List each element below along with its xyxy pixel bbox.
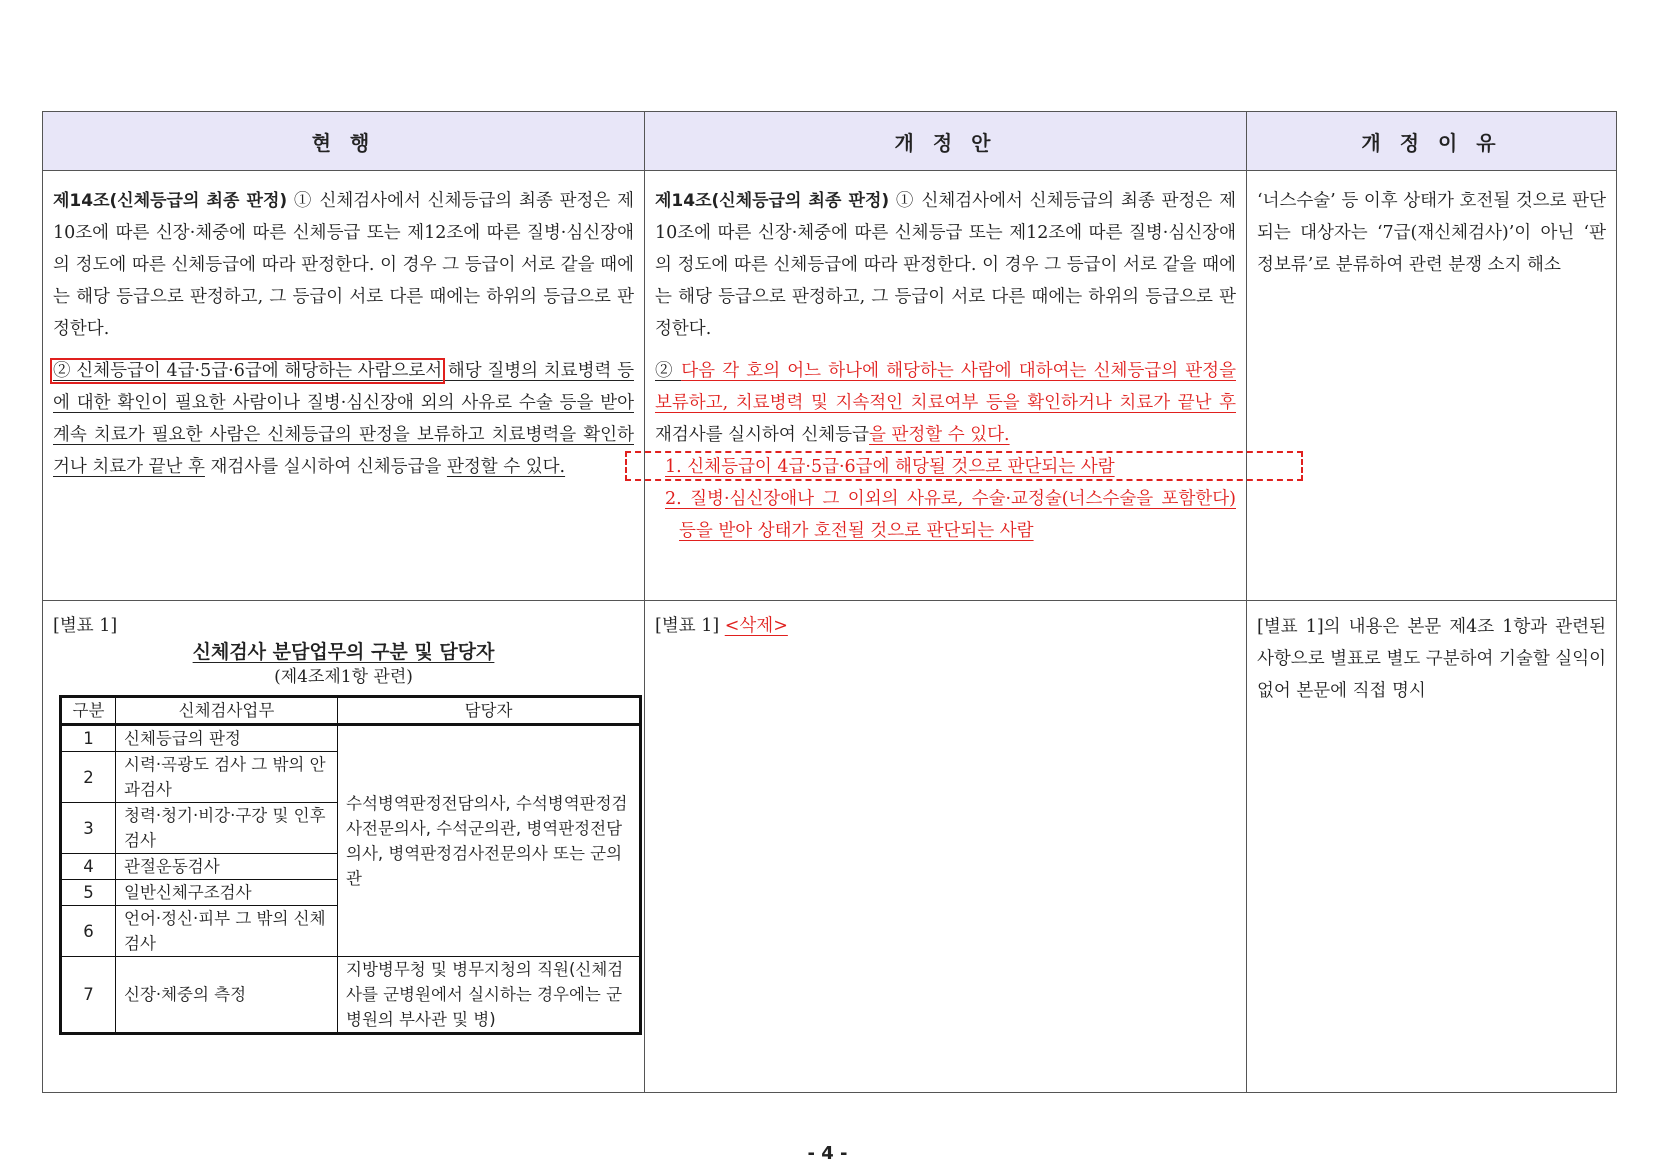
article-title: 제14조(신체등급의 최종 판정) xyxy=(655,191,890,211)
table-row: 6 언어·정신·피부 그 밖의 신체검사 xyxy=(61,906,641,957)
annex-title: 신체검사 분담업무의 구분 및 담당자 xyxy=(192,641,495,663)
deleted-marker: <삭제> xyxy=(724,616,788,636)
table-row: 1 신체등급의 판정 수석병역판정전담의사, 수석병역판정검사전문의사, 수석군의관, 병역판정전담의사, 병역판정검사전문의사 또는 군의관 xyxy=(61,725,641,752)
para-number: ② xyxy=(655,361,682,381)
article-title: 제14조(신체등급의 최종 판정) xyxy=(53,191,288,211)
header-reason: 개 정 이 유 xyxy=(1247,112,1617,171)
annex-table xyxy=(59,695,642,1035)
row1-reason-cell xyxy=(1247,171,1617,601)
table-row: 7 신장·체중의 측정 지방병무청 및 병무지청의 직원(신체검사를 군병원에서 실시하는 경우에는 군병원의 부사관 및 병) xyxy=(61,957,641,1034)
comparison-table xyxy=(42,111,1617,1093)
annex-label: [별표 1] xyxy=(53,616,118,636)
annex-header-division: 구분 xyxy=(61,697,116,725)
proposed-article-14-para-2 xyxy=(655,355,1236,451)
underlined-clause: 해당 질병의 치료병력 등에 대한 확인이 필요한 사람이나 질병·심신장애 외의 사유로 수술 등을 받아 계속 치료가 필요한 사람은 신체등급의 판정을 보류하고 치료병력을 확인하거나 치료가 끝난 후 xyxy=(53,361,634,477)
table-row: 3 청력·청기·비강·구강 및 인후검사 xyxy=(61,803,641,854)
current-article-14-para-2 xyxy=(53,355,634,483)
annex-subtitle: (제4조제1항 관련) xyxy=(274,667,413,687)
annex-header-staff: 담당자 xyxy=(338,697,641,725)
row1-current-cell xyxy=(43,171,645,601)
revised-clause: 다음 각 호의 어느 하나에 해당하는 사람에 대하여는 신체등급의 판정을 보류하고, 치료병력 및 지속적인 치료여부 등을 확인하거나 치료가 끝난 후 xyxy=(655,361,1236,413)
row1-proposed-cell xyxy=(645,171,1247,601)
table-row: 4 관절운동검사 xyxy=(61,854,641,880)
article-para-1-text: ① 신체검사에서 신체등급의 최종 판정은 제10조에 따른 신장·체중에 따른 신체등급 또는 제12조에 따른 질병·심신장애의 정도에 따른 신체등급에 따라 판정한다. 이 경우 그 등급이 서로 같을 때에는 해당 등급으로 판정하고, 그 등급이 서로 다른 때에는 하위의 등급으로 판정한다. xyxy=(53,191,634,339)
page-number: - 4 - xyxy=(807,1143,848,1164)
article-para-1-text: ① 신체검사에서 신체등급의 최종 판정은 제10조에 따른 신장·체중에 따른 신체등급 또는 제12조에 따른 질병·심신장애의 정도에 따른 신체등급에 따라 판정한다. 이 경우 그 등급이 서로 같을 때에는 해당 등급으로 판정하고, 그 등급이 서로 다른 때에는 하위의 등급으로 판정한다. xyxy=(655,191,1236,339)
plain-clause: 재검사를 실시하여 신체등급 xyxy=(655,425,869,445)
annex-header-task: 신체검사업무 xyxy=(116,697,338,725)
proposed-article-14-para-1 xyxy=(655,185,1236,345)
row2-proposed-cell xyxy=(645,601,1247,1093)
revised-end: 을 판정할 수 있다. xyxy=(869,425,1010,445)
table-row: 2 시력·곡광도 검사 그 밖의 안과검사 xyxy=(61,752,641,803)
table-row: 5 일반신체구조검사 xyxy=(61,880,641,906)
header-proposed: 개 정 안 xyxy=(645,112,1247,171)
underlined-end: 판정할 수 있다. xyxy=(446,457,566,477)
reason-text: [별표 1]의 내용은 본문 제4조 1항과 관련된 사항으로 별표로 별도 구분하여 기술할 실익이 없어 본문에 직접 명시 xyxy=(1257,617,1607,701)
highlighted-clause: ② 신체등급이 4급·5급·6급에 해당하는 사람으로서 xyxy=(53,361,443,381)
proposed-item-1: 1. 신체등급이 4급·5급·6급에 해당될 것으로 판단되는 사람 xyxy=(665,457,1115,477)
annex-label: [별표 1] xyxy=(655,616,725,636)
proposed-item-2: 2. 질병·심신장애나 그 이외의 사유로, 수술·교정술(너스수술을 포함한다) 등을 받아 상태가 호전될 것으로 판단되는 사람 xyxy=(665,489,1236,541)
annex-staff-1-6: 수석병역판정전담의사, 수석병역판정검사전문의사, 수석군의관, 병역판정전담의사, 병역판정검사전문의사 또는 군의관 xyxy=(338,725,641,957)
row2-current-cell xyxy=(43,601,645,1093)
header-current: 현 행 xyxy=(43,112,645,171)
reason-text: ‘너스수술’ 등 이후 상태가 호전될 것으로 판단되는 대상자는 ‘7급(재신체검사)’이 아닌 ‘판정보류’로 분류하여 관련 분쟁 소지 해소 xyxy=(1257,191,1606,275)
current-article-14-para-1 xyxy=(53,185,634,345)
plain-clause: 재검사를 실시하여 신체등급을 xyxy=(204,457,447,477)
row2-reason-cell xyxy=(1247,601,1617,1093)
annex-staff-7: 지방병무청 및 병무지청의 직원(신체검사를 군병원에서 실시하는 경우에는 군병원의 부사관 및 병) xyxy=(338,957,641,1034)
